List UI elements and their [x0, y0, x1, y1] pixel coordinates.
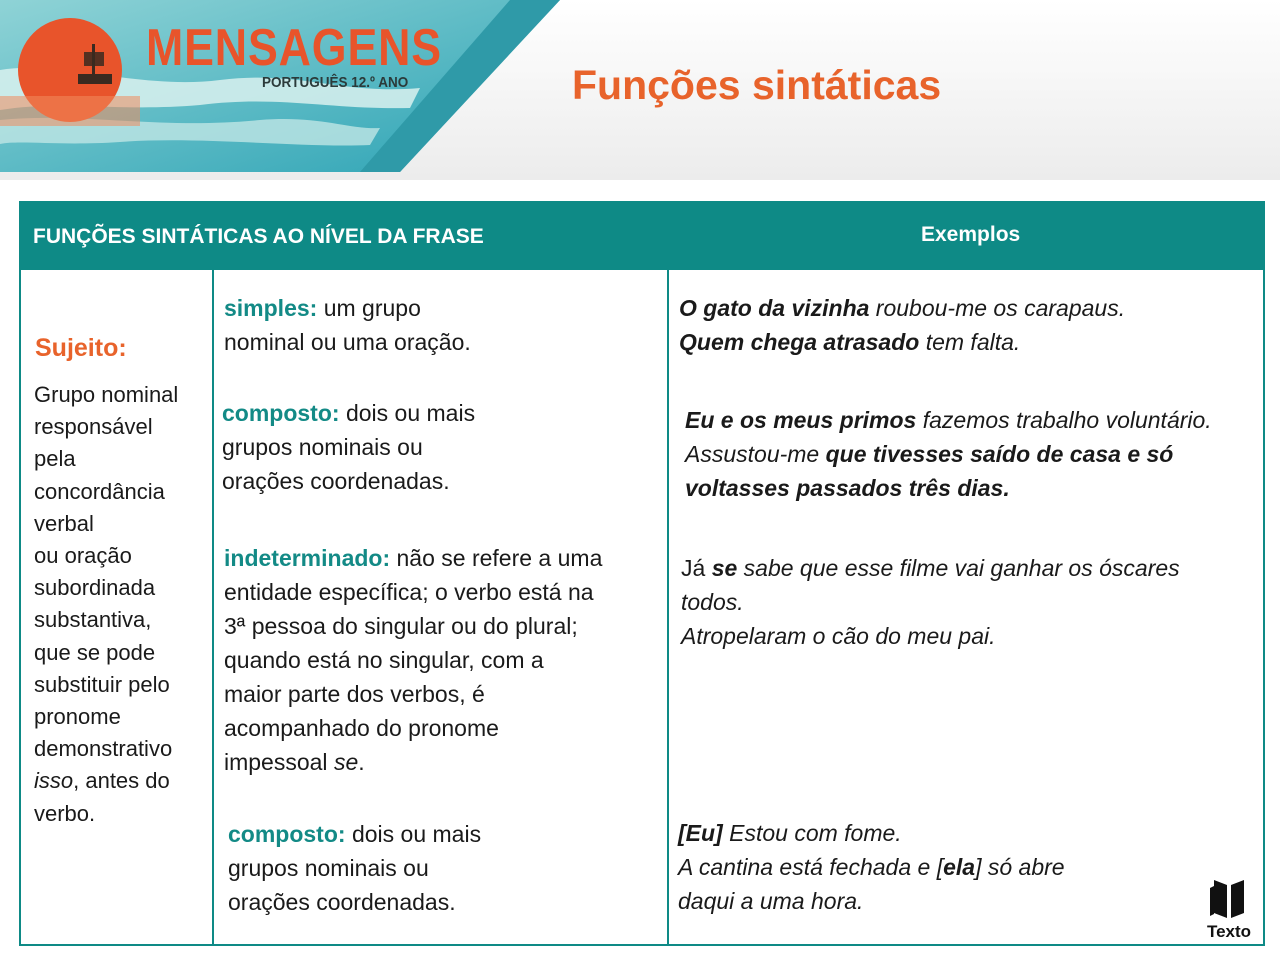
- brand-title: MENSAGENS: [146, 19, 442, 77]
- examples-indeterminado: Já se sabe que esse filme vai ganhar os óscares todos. Atropelaram o cão do meu pai.: [681, 555, 1180, 649]
- category-description: Grupo nominal responsável pela concordância verbal ou oração subordinada substantiva, que se pode substituir pelo pronome demonstrativo isso, antes do verbo.: [34, 382, 179, 826]
- syntax-table: [19, 201, 1265, 946]
- table-body: [19, 270, 1265, 946]
- book-logo-icon: [1196, 876, 1262, 922]
- examples-composto: Eu e os meus primos fazemos trabalho voluntário. Assustou-me que tivesses saído de casa e só voltasses passados três dias.: [685, 407, 1212, 501]
- publisher-name: Texto: [1206, 922, 1252, 941]
- page-header: [0, 0, 1280, 180]
- definition-composto: composto: dois ou mais grupos nominais ou orações coordenadas.: [222, 400, 476, 494]
- header-functions: FUNÇÕES SINTÁTICAS AO NÍVEL DA FRASE: [33, 225, 484, 248]
- column-divider: [667, 270, 669, 944]
- category-label: Sujeito:: [35, 334, 127, 362]
- definition-indeterminado: indeterminado: não se refere a uma entidade específica; o verbo está na 3ª pessoa do singular ou do plural; quando está no singular, com a maior parte dos verbos, é acompanhado do pronome impessoal se.: [224, 545, 603, 775]
- examples-composto-2: [Eu] Estou com fome. A cantina está fechada e [ela] só abre daqui a uma hora.: [678, 820, 1065, 914]
- page-title: Funções sintáticas: [572, 62, 942, 108]
- header-examples: Exemplos: [921, 223, 1021, 246]
- column-divider: [212, 270, 214, 944]
- brand-subtitle: PORTUGUÊS 12.º ANO: [262, 74, 409, 91]
- table-header: [19, 201, 1265, 270]
- definition-composto-2: composto: dois ou mais grupos nominais ou orações coordenadas.: [228, 821, 482, 915]
- publisher-logo: [1196, 876, 1262, 942]
- examples-simples: O gato da vizinha roubou-me os carapaus. Quem chega atrasado tem falta.: [679, 295, 1126, 355]
- definition-simples: simples: um grupo nominal ou uma oração.: [224, 295, 471, 355]
